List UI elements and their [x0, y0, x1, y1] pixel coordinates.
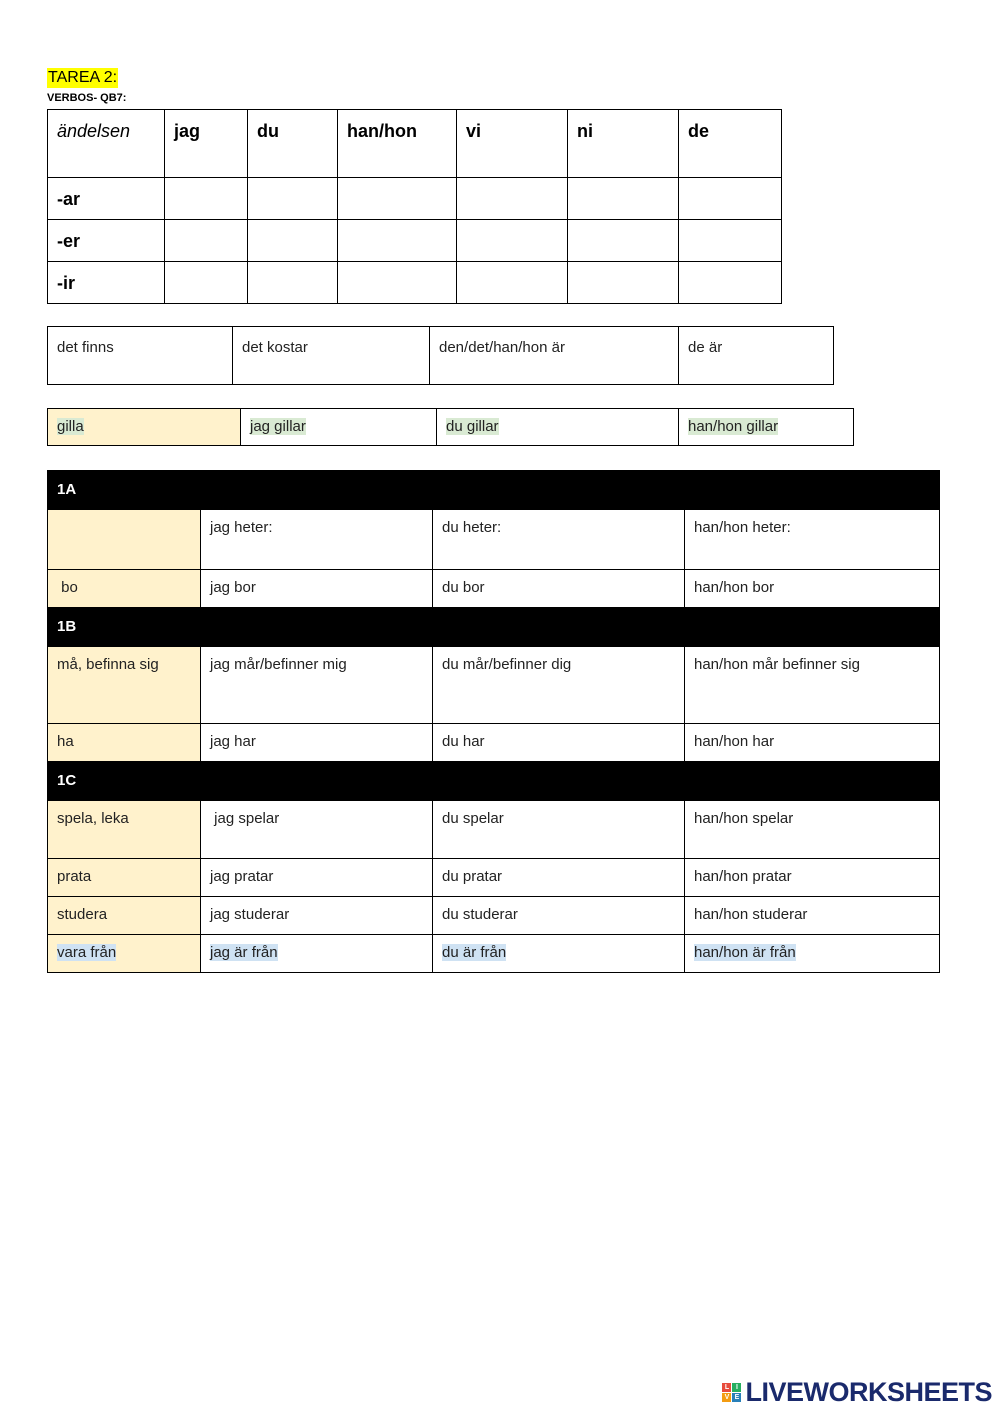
endings-table	[47, 109, 782, 304]
infinitive-cell	[48, 935, 201, 973]
infinitive-text: bo	[61, 579, 78, 596]
verb-row-prata	[48, 859, 940, 897]
conjugation-cell	[241, 409, 437, 446]
section-label: 1A	[48, 471, 940, 510]
conjugation-cell: jag heter:	[201, 510, 433, 570]
ending-label: -ar	[48, 178, 165, 220]
ending-row-ar	[48, 178, 782, 220]
liveworksheets-logo	[722, 1377, 992, 1408]
header-cell-ni: ni	[568, 110, 679, 178]
conjugation-cell	[679, 409, 854, 446]
conjugation-cell: du har	[433, 724, 685, 762]
infinitive-text: gilla	[57, 418, 84, 435]
conjugation-cell: du studerar	[433, 897, 685, 935]
ending-label: -ir	[48, 262, 165, 304]
phrase-cell: den/det/han/hon är	[430, 327, 679, 385]
section-row-1b	[48, 608, 940, 647]
header-cell-de: de	[679, 110, 782, 178]
answer-cell[interactable]	[679, 178, 782, 220]
verb-row-ma	[48, 647, 940, 724]
conjugation-cell: jag mår/befinner mig	[201, 647, 433, 724]
conjugation-cell: du heter:	[433, 510, 685, 570]
phrase-cell: de är	[679, 327, 834, 385]
conjugation-text: du gillar	[446, 418, 499, 435]
section-label: 1C	[48, 762, 940, 801]
task-subtitle: VERBOS- QB7:	[47, 92, 127, 104]
infinitive-cell: prata	[48, 859, 201, 897]
answer-cell[interactable]	[679, 220, 782, 262]
conjugation-cell: han/hon har	[685, 724, 940, 762]
header-cell-du: du	[248, 110, 338, 178]
answer-cell[interactable]	[165, 262, 248, 304]
infinitive-text: vara från	[57, 944, 117, 961]
conjugation-text: du är från	[442, 944, 507, 961]
conjugation-text: han/hon är från	[694, 944, 796, 961]
phrase-row	[48, 327, 834, 385]
conjugation-cell: du pratar	[433, 859, 685, 897]
conjugation-cell	[437, 409, 679, 446]
section-label: 1B	[48, 608, 940, 647]
endings-header-row	[48, 110, 782, 178]
conjugation-text: jag spelar	[214, 810, 280, 827]
section-row-1c	[48, 762, 940, 801]
section-row-1a	[48, 471, 940, 510]
conjugation-cell: du mår/befinner dig	[433, 647, 685, 724]
conjugation-cell	[685, 935, 940, 973]
conjugation-cell: jag studerar	[201, 897, 433, 935]
conjugation-cell: han/hon spelar	[685, 801, 940, 859]
ending-row-er	[48, 220, 782, 262]
conjugation-cell: han/hon mår befinner sig	[685, 647, 940, 724]
verb-row-vara	[48, 935, 940, 973]
verb-row-ha	[48, 724, 940, 762]
answer-cell[interactable]	[457, 262, 568, 304]
verb-row-studera	[48, 897, 940, 935]
gilla-table	[47, 408, 854, 446]
conjugation-text: jag är från	[210, 944, 278, 961]
infinitive-cell[interactable]	[48, 510, 201, 570]
phrase-cell: det kostar	[233, 327, 430, 385]
ending-label: -er	[48, 220, 165, 262]
verb-row-heter	[48, 510, 940, 570]
infinitive-cell: studera	[48, 897, 201, 935]
conjugation-cell: jag bor	[201, 570, 433, 608]
conjugation-cell: du bor	[433, 570, 685, 608]
answer-cell[interactable]	[338, 178, 457, 220]
answer-cell[interactable]	[568, 178, 679, 220]
infinitive-cell	[48, 570, 201, 608]
infinitive-cell: må, befinna sig	[48, 647, 201, 724]
conjugation-cell: jag har	[201, 724, 433, 762]
answer-cell[interactable]	[248, 220, 338, 262]
answer-cell[interactable]	[165, 178, 248, 220]
conjugation-text: jag gillar	[250, 418, 306, 435]
conjugation-cell: han/hon bor	[685, 570, 940, 608]
conjugation-cell: du spelar	[433, 801, 685, 859]
conjugation-cell	[433, 935, 685, 973]
conjugation-text: han/hon gillar	[688, 418, 779, 435]
infinitive-cell: ha	[48, 724, 201, 762]
answer-cell[interactable]	[679, 262, 782, 304]
answer-cell[interactable]	[165, 220, 248, 262]
phrase-cell: det finns	[48, 327, 233, 385]
logo-text: LIVEWORKSHEETS	[745, 1377, 992, 1407]
header-cell-hanhon: han/hon	[338, 110, 457, 178]
conjugation-cell: jag pratar	[201, 859, 433, 897]
answer-cell[interactable]	[248, 262, 338, 304]
infinitive-cell: spela, leka	[48, 801, 201, 859]
verbs-table	[47, 470, 940, 973]
answer-cell[interactable]	[457, 178, 568, 220]
conjugation-cell: han/hon pratar	[685, 859, 940, 897]
gilla-row	[48, 409, 854, 446]
verb-row-bo	[48, 570, 940, 608]
logo-mark-icon: L I V E	[722, 1383, 741, 1402]
answer-cell[interactable]	[568, 220, 679, 262]
answer-cell[interactable]	[338, 220, 457, 262]
ending-row-ir	[48, 262, 782, 304]
header-cell-vi: vi	[457, 110, 568, 178]
conjugation-cell: han/hon heter:	[685, 510, 940, 570]
answer-cell[interactable]	[568, 262, 679, 304]
verb-row-spela	[48, 801, 940, 859]
infinitive-cell	[48, 409, 241, 446]
task-title: TAREA 2:	[48, 69, 118, 86]
answer-cell[interactable]	[248, 178, 338, 220]
conjugation-cell	[201, 801, 433, 859]
answer-cell[interactable]	[457, 220, 568, 262]
conjugation-cell: han/hon studerar	[685, 897, 940, 935]
answer-cell[interactable]	[338, 262, 457, 304]
header-cell-andelsen: ändelsen	[48, 110, 165, 178]
header-cell-jag: jag	[165, 110, 248, 178]
phrase-table	[47, 326, 834, 385]
conjugation-cell	[201, 935, 433, 973]
